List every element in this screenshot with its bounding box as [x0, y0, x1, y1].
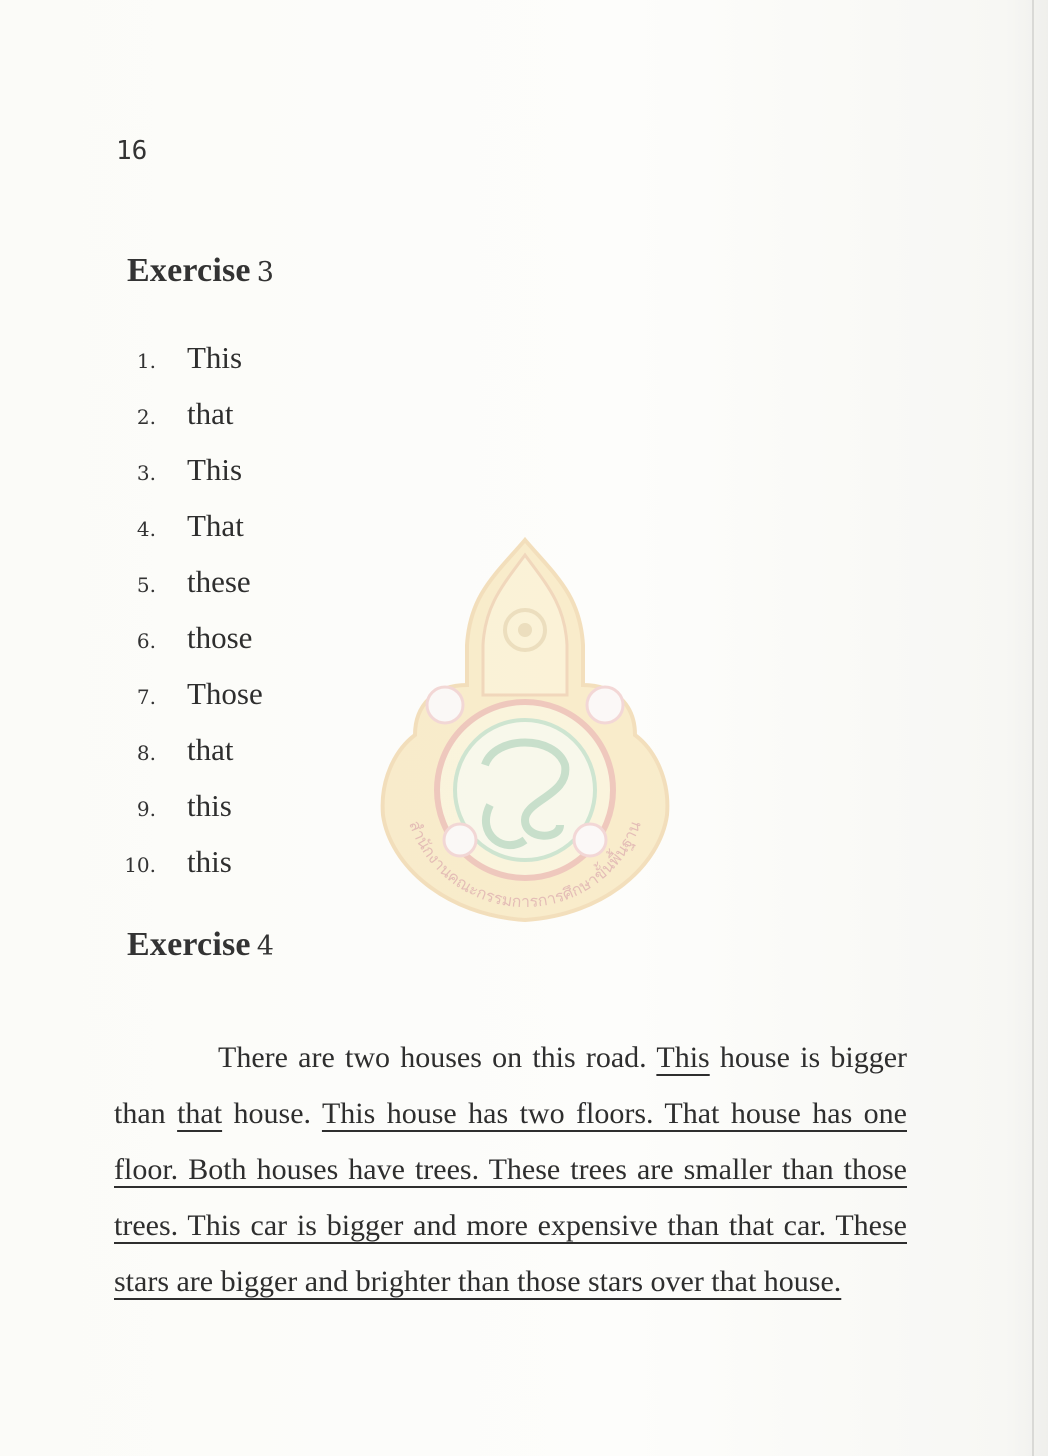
paragraph-segment-underlined: This [656, 1041, 710, 1074]
answer-number: 7. [136, 685, 156, 709]
paragraph-segment: house is bigger than [114, 1041, 908, 1130]
answer-item [106, 450, 263, 506]
answer-item [106, 394, 263, 450]
page-number: 16 [116, 136, 148, 166]
answer-text: this [187, 844, 232, 879]
answer-text: Those [187, 676, 263, 711]
government-seal-watermark-icon [375, 535, 675, 925]
exercise-4-heading-number: 4 [256, 931, 275, 962]
paragraph-segment-underlined: This house has two floors. That house has one floor. Both houses have trees. These trees are smaller than those trees. This car is bigger and more expensive than that car. These stars are bigger and brighter than those stars over that house. [114, 1097, 907, 1298]
answer-number: 8. [136, 741, 156, 765]
answer-text: those [187, 620, 253, 655]
seal-arc-text: สำนักงานคณะกรรมการการศึกษาขั้นพื้นฐาน [405, 817, 645, 912]
answer-item [106, 786, 263, 842]
answer-text: that [187, 396, 234, 431]
answer-text: This [187, 452, 243, 487]
answer-item [106, 338, 263, 394]
exercise-4-paragraph [114, 1030, 907, 1310]
paragraph-segment: house. [222, 1097, 322, 1130]
answer-number: 5. [136, 573, 156, 597]
answer-item [106, 674, 263, 730]
paragraph-segment: There are two houses on this road. [218, 1041, 657, 1074]
exercise-3-heading-label: Exercise [127, 252, 251, 289]
answer-text: This [187, 340, 243, 375]
exercise-4-heading-label: Exercise [127, 926, 251, 963]
answer-number: 4. [136, 517, 156, 541]
answer-number: 10. [124, 853, 156, 877]
answer-text: That [187, 508, 244, 543]
exercise-3-heading-number: 3 [256, 257, 275, 288]
answer-number: 9. [136, 797, 156, 821]
exercise-3-answer-list [106, 338, 263, 898]
page-edge-shadow [1032, 0, 1034, 1456]
answer-item [106, 842, 263, 898]
answer-number: 3. [136, 461, 156, 485]
exercise-4-heading [127, 926, 274, 964]
answer-text: these [187, 564, 251, 599]
paragraph-segment-underlined: that [177, 1097, 223, 1130]
answer-text: this [187, 788, 232, 823]
answer-number: 2. [136, 405, 156, 429]
answer-number: 1. [136, 349, 156, 373]
answer-text: that [187, 732, 234, 767]
answer-item [106, 730, 263, 786]
answer-item [106, 618, 263, 674]
answer-item [106, 506, 263, 562]
answer-number: 6. [136, 629, 156, 653]
answer-item [106, 562, 263, 618]
exercise-3-heading [127, 252, 274, 290]
